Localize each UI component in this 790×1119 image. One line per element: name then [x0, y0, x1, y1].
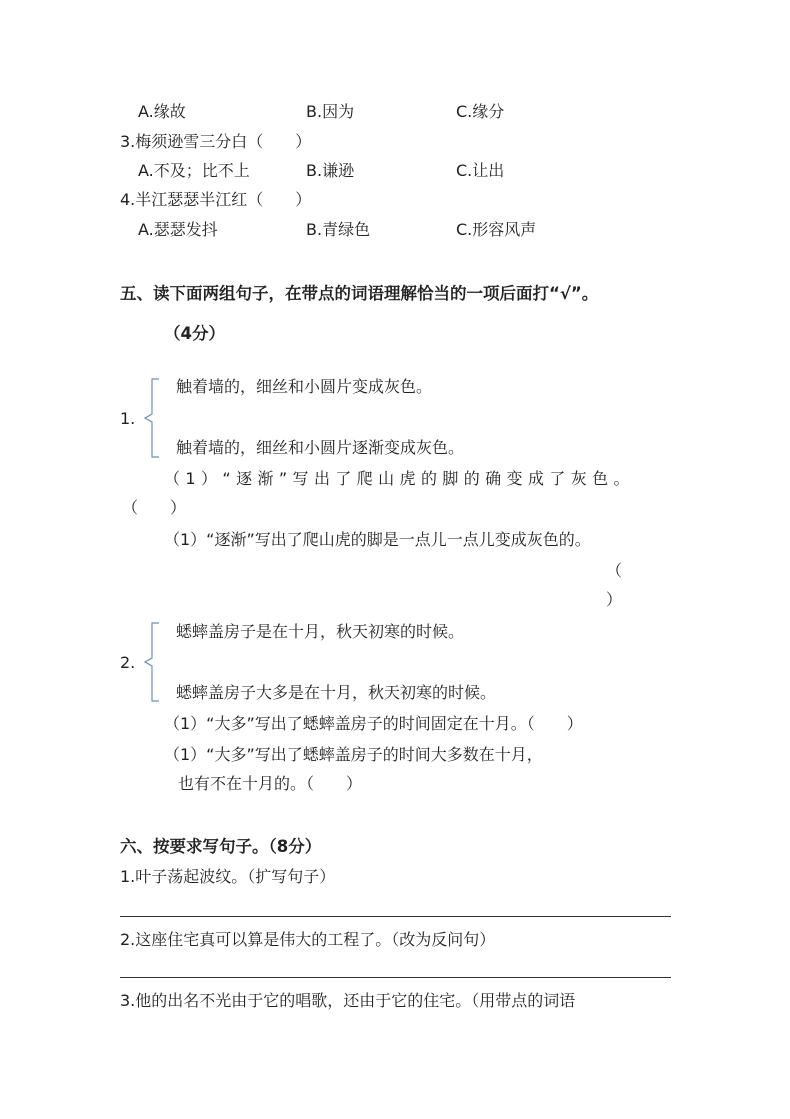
group1-number: 1. [120, 409, 136, 428]
group1-option1: （1）“逐渐”写出了爬山虎的脚的确变成了灰色。 [164, 469, 635, 488]
q4-stem: 4.半江瑟瑟半江红（ ） [120, 190, 312, 209]
group2-sentence-a: 蟋蟀盖房子是在十月，秋天初寒的时候。 [176, 622, 465, 641]
q3-option-a: A.不及；比不上 [138, 161, 250, 180]
q2-option-b: B.因为 [306, 102, 355, 121]
q4-option-a: A.瑟瑟发抖 [138, 220, 218, 239]
group1-sentence-b: 触着墙的，细丝和小圆片逐渐变成灰色。 [176, 438, 465, 457]
group2-number: 2. [120, 653, 136, 672]
q2-option-c: C.缘分 [456, 102, 505, 121]
section5-score: （4分） [164, 324, 225, 343]
section5-title: 五、读下面两组句子，在带点的词语理解恰当的一项后面打“√”。 [120, 284, 599, 303]
group1-option2-paren-open[interactable]: （ [606, 561, 623, 580]
q3-stem: 3.梅须逊雪三分白（ ） [120, 132, 312, 151]
group1-sentence-a: 触着墙的，细丝和小圆片变成灰色。 [176, 377, 433, 396]
group2-option2-line2: 也有不在十月的。（ ） [178, 774, 363, 793]
section6-q1: 1.叶子荡起波纹。（扩写句子） [120, 867, 336, 886]
q4-option-c: C.形容风声 [456, 220, 537, 239]
group1-option2-paren-close[interactable]: ） [606, 590, 623, 609]
group2-option1: （1）“大多”写出了蟋蟀盖房子的时间固定在十月。（ ） [164, 714, 583, 733]
group1-option2: （1）“逐渐”写出了爬山虎的脚是一点儿一点儿变成灰色的。 [164, 530, 591, 549]
group2-sentence-b: 蟋蟀盖房子大多是在十月，秋天初寒的时候。 [176, 683, 497, 702]
q2-option-a: A.缘故 [138, 102, 186, 121]
group2-brace [144, 622, 160, 702]
group1-brace [144, 378, 160, 458]
q3-option-b: B.谦逊 [306, 161, 355, 180]
group2-option2-line1: （1）“大多”写出了蟋蟀盖房子的时间大多数在十月， [164, 745, 543, 764]
q3-option-c: C.让出 [456, 161, 505, 180]
section6-q2: 2.这座住宅真可以算是伟大的工程了。（改为反问句） [120, 930, 496, 949]
answer-line-1[interactable] [120, 916, 671, 917]
answer-line-2[interactable] [120, 977, 671, 978]
section6-q3: 3.他的出名不光由于它的唱歌，还由于它的住宅。（用带点的词语 [120, 991, 576, 1010]
section6-title: 六、按要求写句子。（8分） [120, 837, 322, 856]
group1-option1-answer-paren[interactable]: （ ） [122, 498, 187, 517]
q4-option-b: B.青绿色 [306, 220, 371, 239]
